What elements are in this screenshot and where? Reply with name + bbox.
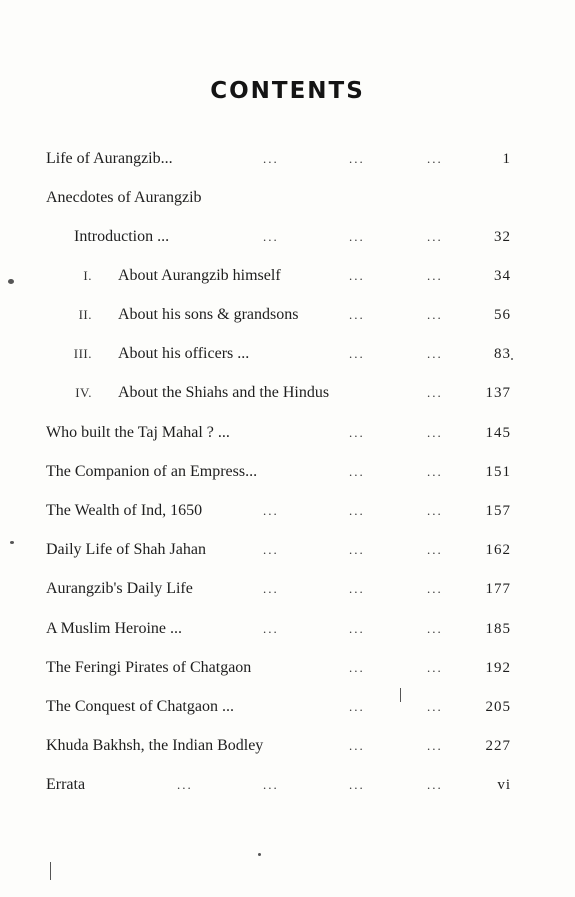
dot-leader: ... — [349, 464, 365, 479]
toc-entry — [0, 694, 575, 720]
toc-entry-page: 162 — [485, 542, 511, 558]
dot-leader: ... — [349, 699, 365, 714]
toc-entry-page: 34 — [494, 268, 511, 284]
dot-leader: ... — [427, 581, 443, 596]
toc-entry — [0, 185, 575, 211]
toc-entry — [0, 772, 575, 798]
dot-leader: ... — [349, 503, 365, 518]
toc-entry — [0, 224, 575, 250]
toc-entry-title: Introduction ... — [74, 228, 170, 245]
toc-entry-title: The Companion of an Empress... — [46, 463, 258, 480]
dot-leader: ... — [427, 385, 443, 400]
page-title: CONTENTS — [210, 78, 365, 104]
toc-entry-title: A Muslim Heroine ... — [46, 620, 182, 637]
toc-entry-page: 83 — [494, 346, 511, 362]
toc-entry-title: Errata — [46, 776, 86, 793]
dot-leader: ... — [349, 660, 365, 675]
dot-leader: ... — [427, 777, 443, 792]
dot-leader: ... — [427, 699, 443, 714]
toc-entry-page: 192 — [485, 660, 511, 676]
dot-leader: ... — [349, 777, 365, 792]
toc-entry — [0, 576, 575, 602]
toc-entry-page: 145 — [485, 425, 511, 441]
dot-leader: ... — [349, 229, 365, 244]
dot-leader: ... — [427, 464, 443, 479]
dot-leader: ... — [349, 268, 365, 283]
dot-leader: ... — [263, 581, 279, 596]
toc-entry-number: II. — [78, 307, 92, 322]
dot-leader: ... — [427, 425, 443, 440]
dot-leader: ... — [427, 229, 443, 244]
dot-leader: ... — [427, 151, 443, 166]
toc-entry-page: 56 — [494, 307, 511, 323]
dot-leader: ... — [263, 229, 279, 244]
toc-entry-page: 227 — [485, 738, 511, 754]
toc-entry — [0, 616, 575, 642]
toc-entry — [0, 146, 575, 172]
toc-entry — [0, 263, 575, 289]
toc-entry-title: The Wealth of Ind, 1650 — [46, 502, 203, 519]
dot-leader: ... — [427, 738, 443, 753]
dot-leader: ... — [427, 307, 443, 322]
toc-entry-title: Anecdotes of Aurangzib — [46, 189, 202, 206]
dot-leader: ... — [263, 777, 279, 792]
toc-entry-page: 151 — [485, 464, 511, 480]
toc-entry-title: Aurangzib's Daily Life — [46, 580, 193, 597]
toc-entry-page: 157 — [485, 503, 511, 519]
toc-entry-title: About his sons & grandsons — [118, 306, 299, 323]
dot-leader: ... — [427, 503, 443, 518]
dot-leader: ... — [349, 542, 365, 557]
toc-entry-page: 185 — [485, 621, 511, 637]
toc-entry — [0, 302, 575, 328]
dot-leader: ... — [177, 777, 193, 792]
toc-entry-title: About the Shiahs and the Hindus — [118, 384, 330, 401]
dot-leader: ... — [427, 660, 443, 675]
toc-entry — [0, 420, 575, 446]
toc-entry-page: vi — [497, 777, 511, 793]
dot-leader: ... — [349, 151, 365, 166]
toc-entry-page: 1 — [502, 151, 511, 167]
toc-entry — [0, 380, 575, 406]
dot-leader: ... — [349, 425, 365, 440]
toc-entry — [0, 655, 575, 681]
toc-entry-page: 177 — [485, 581, 511, 597]
toc-entry-title: The Conquest of Chatgaon ... — [46, 698, 234, 715]
toc-entry-title: About his officers ... — [118, 345, 250, 362]
dot-leader: ... — [263, 542, 279, 557]
toc-entry-number: III. — [73, 346, 92, 361]
dot-leader: ... — [263, 503, 279, 518]
toc-entry-title: Khuda Bakhsh, the Indian Bodley — [46, 737, 264, 754]
toc-entry — [0, 459, 575, 485]
toc-entry-title: About Aurangzib himself — [118, 267, 281, 284]
toc-entry-page: 205 — [485, 699, 511, 715]
toc-entry-title: The Feringi Pirates of Chatgaon — [46, 659, 252, 676]
dot-leader: ... — [427, 346, 443, 361]
toc-entry-page: 137 — [485, 385, 511, 401]
dot-leader: ... — [349, 738, 365, 753]
toc-entry-number: I. — [83, 268, 92, 283]
toc-entry — [0, 537, 575, 563]
toc-entry — [0, 498, 575, 524]
dot-leader: ... — [349, 346, 365, 361]
toc-entry — [0, 733, 575, 759]
dot-leader: ... — [263, 151, 279, 166]
toc-entry — [0, 341, 575, 367]
toc-entry-title: Life of Aurangzib... — [46, 150, 173, 167]
dot-leader: ... — [427, 542, 443, 557]
dot-leader: ... — [263, 621, 279, 636]
dot-leader: ... — [349, 307, 365, 322]
dot-leader: ... — [427, 268, 443, 283]
dot-leader: ... — [349, 621, 365, 636]
toc-entry-number: IV. — [75, 385, 92, 400]
dot-leader: ... — [349, 581, 365, 596]
dot-leader: ... — [427, 621, 443, 636]
toc-entry-page: 32 — [494, 229, 511, 245]
toc-entry-title: Daily Life of Shah Jahan — [46, 541, 206, 558]
toc-entry-title: Who built the Taj Mahal ? ... — [46, 424, 230, 441]
